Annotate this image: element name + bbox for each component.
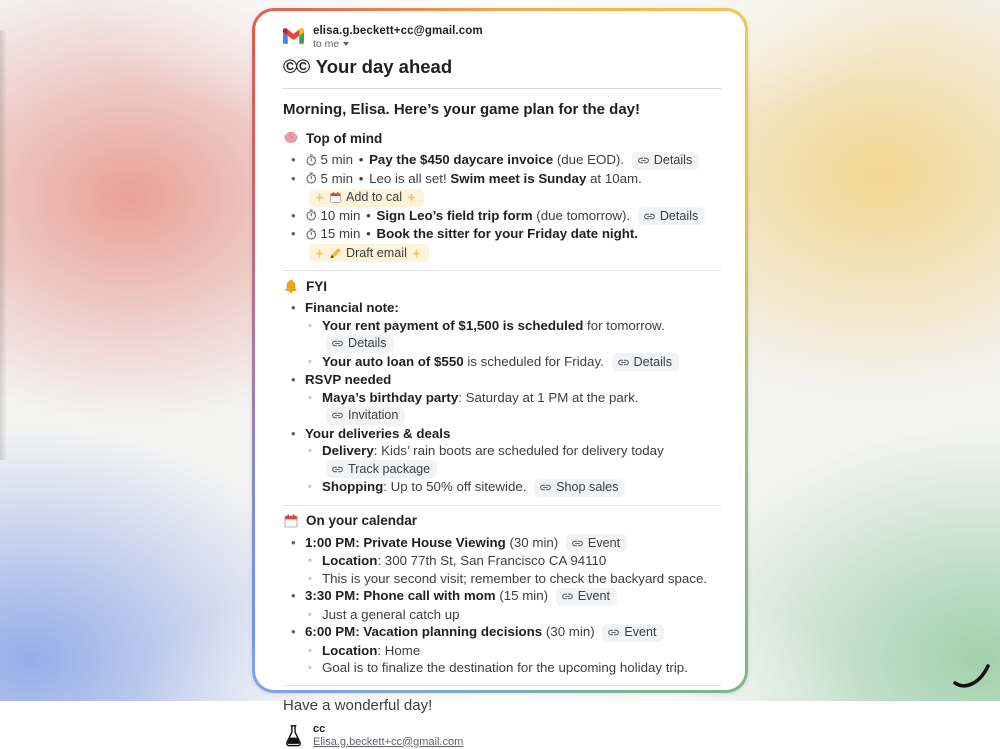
separator-dot: • [362, 226, 375, 241]
sender-email: elisa.g.beckett+cc@gmail.com [313, 25, 483, 37]
section-heading-on-your-calendar [283, 513, 721, 529]
chip-label: Details [653, 153, 693, 167]
left-edge-shadow [0, 30, 7, 460]
list-item [283, 389, 721, 425]
chip-event[interactable] [602, 624, 663, 642]
list-item [283, 353, 721, 372]
bullet: ◦ [308, 445, 312, 457]
section-heading-top-of-mind [283, 130, 721, 146]
stopwatch-icon [305, 170, 318, 188]
bullet: • [291, 152, 296, 167]
list-item [283, 606, 721, 624]
corner-arc-decoration [950, 652, 996, 699]
chip-shop-sales[interactable] [534, 479, 625, 497]
link-icon [637, 154, 650, 167]
bullet: ◦ [308, 644, 312, 657]
subject-text: Your day ahead [315, 56, 453, 77]
calendar-icon [329, 191, 342, 204]
link-icon [643, 210, 656, 223]
list-item [283, 642, 721, 660]
list-item-text: Delivery: Kids’ rain boots are scheduled for delivery today Track package [322, 443, 664, 476]
bullet: • [291, 300, 296, 315]
list-item-text: Just a general catch up [322, 606, 460, 622]
signature-name: cc [313, 722, 326, 735]
list-item-text: Maya’s birthday party: Saturday at 1 PM at the park. Invitation [322, 390, 639, 423]
bullet: ◦ [308, 391, 312, 404]
chip-details[interactable] [632, 152, 700, 170]
flask-icon [283, 724, 304, 748]
chip-details[interactable] [638, 207, 706, 225]
closing-text: Have a wonderful day! [283, 696, 433, 714]
sparkle-icon [314, 192, 325, 203]
bullet: • [291, 372, 296, 387]
separator-dot: • [362, 207, 375, 223]
bullet: • [291, 588, 296, 603]
list-item-text: 6:00 PM: Vacation planning decisions (30 min) Event [305, 624, 664, 639]
bell-icon [283, 278, 299, 294]
list-item-text: RSVP needed [305, 372, 392, 387]
list-item-text: 1:00 PM: Private House Viewing (30 min) Event [305, 535, 627, 550]
calendar-icon [283, 513, 299, 529]
list-item [283, 570, 721, 588]
list-item [283, 587, 721, 606]
chevron-down-icon [343, 42, 349, 46]
bullet: ◦ [308, 481, 312, 493]
chip-label: Event [624, 625, 657, 639]
list-item-text: 3:30 PM: Phone call with mom (15 min) Event [305, 588, 617, 603]
chip-invitation[interactable] [326, 407, 405, 425]
link-icon [617, 356, 630, 369]
list-item-text: Location: Home [322, 642, 421, 658]
duration-label: 15 min [320, 226, 361, 241]
section-title: On your calendar [306, 513, 418, 528]
pen-icon [329, 247, 342, 260]
link-icon [331, 463, 344, 476]
bullet: ◦ [308, 355, 312, 368]
list-item-text: Shopping: Up to 50% off sitewide. Shop sales [322, 479, 625, 494]
separator-dot: • [355, 152, 368, 167]
bullet: ◦ [308, 608, 312, 621]
header-divider [283, 88, 721, 89]
list-item-text: Your deliveries & deals [305, 425, 451, 441]
chip-label: Details [659, 208, 699, 223]
email-subject [283, 56, 721, 79]
recipient-dropdown[interactable] [313, 38, 483, 50]
email-sections [283, 130, 721, 677]
bullet: • [291, 170, 296, 186]
chip-label: Track package [348, 461, 431, 476]
list-item [283, 371, 721, 389]
signature-email-link[interactable]: Elisa.g.beckett+cc@gmail.com [313, 735, 464, 748]
list-item [283, 299, 721, 317]
link-icon [607, 626, 620, 639]
list-item-text: This is your second visit; remember to check the backyard space. [322, 570, 708, 586]
bullet: • [291, 207, 296, 223]
chip-label: Shop sales [556, 480, 619, 494]
section-divider [283, 505, 721, 506]
list-item-text: 15 min • Book the sitter for your Friday date night. Draft email [305, 226, 638, 259]
chip-add-to-cal[interactable] [309, 189, 424, 207]
duration-label: 5 min [320, 152, 354, 167]
duration-label: 10 min [320, 207, 361, 223]
chip-label: Details [348, 336, 387, 350]
sender-block [313, 25, 483, 50]
chip-draft-email[interactable] [309, 244, 429, 262]
bullet: ◦ [308, 319, 312, 332]
bullet: ◦ [308, 572, 312, 585]
stopwatch-icon [305, 225, 318, 243]
bullet: • [291, 226, 296, 241]
section-title: Top of mind [306, 130, 383, 146]
chip-details[interactable] [326, 335, 394, 353]
duration-label: 5 min [320, 170, 354, 186]
chip-label: Event [587, 535, 621, 550]
section-heading-fyi [283, 278, 721, 294]
sparkle-icon [411, 248, 422, 259]
list-item [283, 317, 721, 353]
stopwatch-icon [305, 207, 318, 225]
chip-track-package[interactable] [326, 460, 437, 478]
greeting-text: Morning, Elisa. Here’s your game plan for the day! [283, 101, 641, 118]
recipient-label: to me [313, 38, 340, 50]
list-item-text: Financial note: [305, 300, 399, 315]
list-item-text: 5 min • Pay the $450 daycare invoice (due EOD). Details [305, 152, 699, 167]
chip-label: Event [577, 589, 610, 603]
list-item [283, 225, 721, 262]
list-item [283, 659, 721, 677]
list-item [283, 552, 721, 570]
list-item [283, 170, 721, 207]
chip-details[interactable] [612, 353, 680, 371]
section-divider [283, 685, 721, 686]
list-item-text: Location: 300 77th St, San Francisco CA 94110 [322, 553, 607, 568]
chip-label: Draft email [346, 245, 407, 260]
list-item-text: Goal is to finalize the destination for the upcoming holiday trip. [322, 660, 688, 675]
sparkle-icon [314, 248, 325, 259]
signature-text [313, 723, 463, 749]
email-header [283, 25, 721, 50]
list-item-text: 5 min • Leo is all set! Swim meet is Sunday at 10am. Add to cal [305, 171, 642, 204]
bullet: • [291, 425, 296, 441]
email-card [252, 8, 748, 748]
email-card-body [255, 11, 745, 748]
list-item [283, 478, 721, 497]
link-icon [561, 590, 574, 603]
list-item-text: Your rent payment of $1,500 is scheduled for tomorrow. Details [322, 318, 665, 351]
bullet: • [291, 624, 296, 639]
stopwatch-icon [305, 151, 318, 169]
separator-dot: • [355, 170, 368, 186]
section-divider [283, 270, 721, 271]
cc-logo: ©© [283, 56, 309, 78]
list-item [283, 534, 721, 553]
list-item [283, 442, 721, 478]
chip-label: Details [633, 354, 672, 369]
brain-icon [283, 130, 299, 146]
section-title: FYI [306, 278, 328, 294]
link-icon [539, 481, 552, 494]
list-item [283, 151, 721, 170]
link-icon [331, 337, 344, 350]
chip-label: Invitation [348, 408, 399, 422]
chip-event[interactable] [556, 588, 617, 606]
signature-block [283, 723, 721, 749]
list-item [283, 623, 721, 642]
gmail-logo-icon [283, 28, 304, 44]
link-icon [331, 409, 344, 422]
bullet: ◦ [308, 555, 312, 567]
list-item-text: 10 min • Sign Leo’s field trip form (due tomorrow). Details [305, 208, 705, 223]
list-item [283, 425, 721, 443]
link-icon [571, 537, 584, 550]
list-item-text: Your auto loan of $550 is scheduled for Friday. Details [322, 354, 679, 369]
bullet: ◦ [308, 662, 312, 674]
list-item [283, 207, 721, 226]
chip-label: Add to cal [346, 190, 403, 204]
sparkle-icon [406, 192, 417, 203]
bullet: • [291, 534, 296, 550]
chip-event[interactable] [566, 534, 627, 552]
